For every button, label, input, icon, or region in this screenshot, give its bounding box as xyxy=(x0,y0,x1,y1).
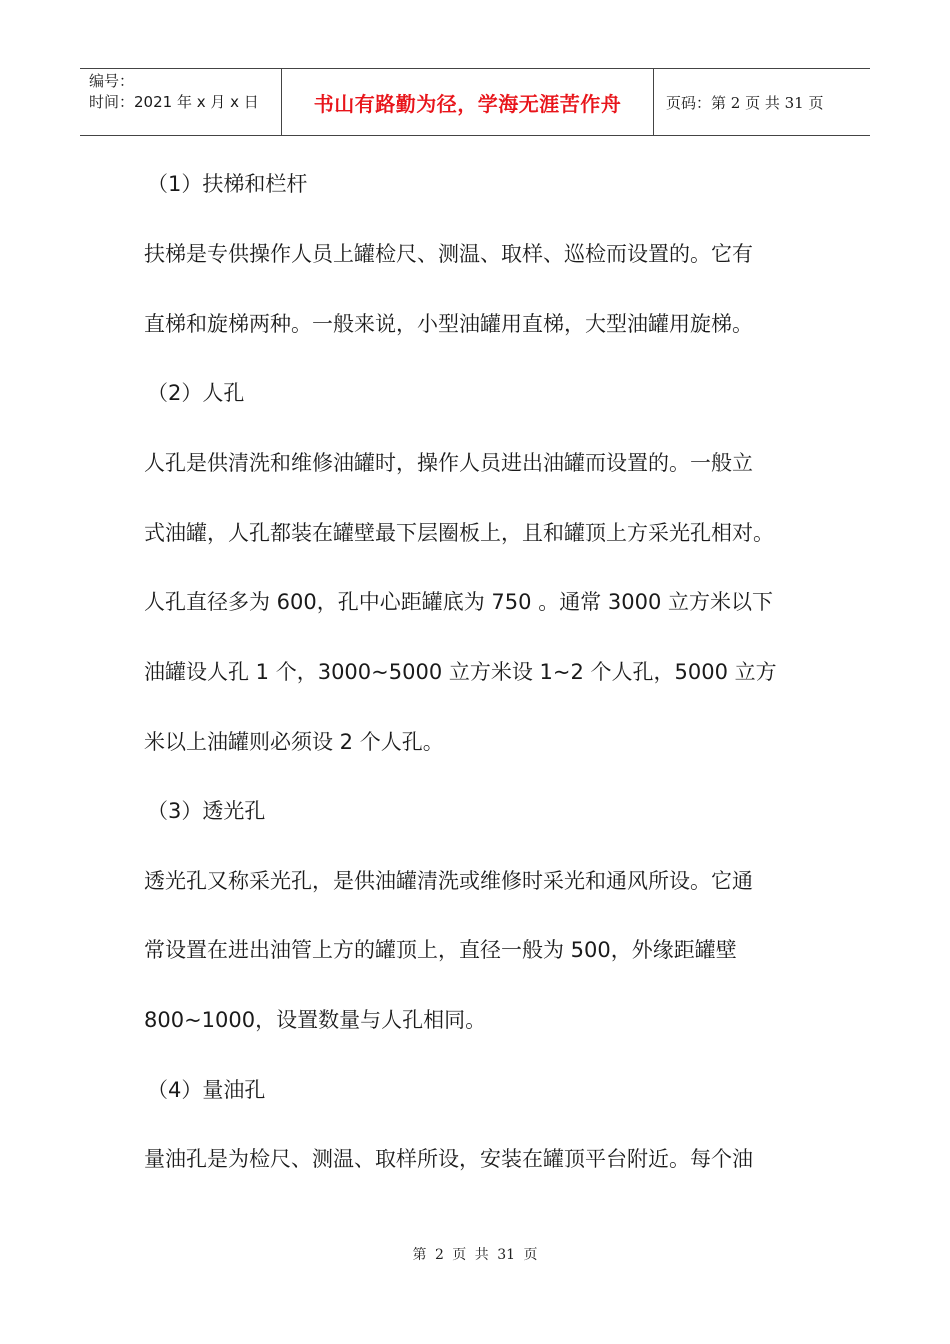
paragraph-line: 常设置在进出油管上方的罐顶上，直径一般为 500，外缘距罐壁 xyxy=(144,938,737,962)
section-heading: （4）量油孔 xyxy=(147,1078,266,1102)
paragraph-line: 人孔直径多为 600，孔中心距罐底为 750 。通常 3000 立方米以下 xyxy=(144,590,773,614)
paragraph-line: 直梯和旋梯两种。一般来说，小型油罐用直梯，大型油罐用旋梯。 xyxy=(144,312,753,336)
section-heading: （3）透光孔 xyxy=(147,799,266,823)
header-motto-cell xyxy=(282,69,654,135)
header-page-label: 页码：第 2 页 共 31 页 xyxy=(666,93,824,112)
section-heading: （1）扶梯和栏杆 xyxy=(147,172,308,196)
paragraph-line: 扶梯是专供操作人员上罐检尺、测温、取样、巡检而设置的。它有 xyxy=(144,242,753,266)
section-heading: （2）人孔 xyxy=(147,381,245,405)
document-number-label: 编号： xyxy=(89,72,135,90)
document-date-label: 时间：2021 年 x 月 x 日 xyxy=(89,93,259,111)
header-page-cell xyxy=(654,69,870,135)
paragraph-line: 米以上油罐则必须设 2 个人孔。 xyxy=(144,730,444,754)
header-meta xyxy=(80,69,282,135)
paragraph-line: 800~1000，设置数量与人孔相同。 xyxy=(144,1008,487,1032)
paragraph-line: 量油孔是为检尺、测温、取样所设，安装在罐顶平台附近。每个油 xyxy=(144,1147,753,1171)
paragraph-line: 式油罐，人孔都装在罐壁最下层圈板上，且和罐顶上方采光孔相对。 xyxy=(144,521,774,545)
header-motto: 书山有路勤为径，学海无涯苦作舟 xyxy=(313,91,622,116)
paragraph-line: 人孔是供清洗和维修油罐时，操作人员进出油罐而设置的。一般立 xyxy=(144,451,753,475)
page-header xyxy=(80,68,870,136)
paragraph-line: 透光孔又称采光孔，是供油罐清洗或维修时采光和通风所设。它通 xyxy=(144,869,753,893)
paragraph-line: 油罐设人孔 1 个，3000~5000 立方米设 1~2 个人孔，5000 立方 xyxy=(144,660,777,684)
page-footer: 第 2 页 共 31 页 xyxy=(412,1247,538,1263)
